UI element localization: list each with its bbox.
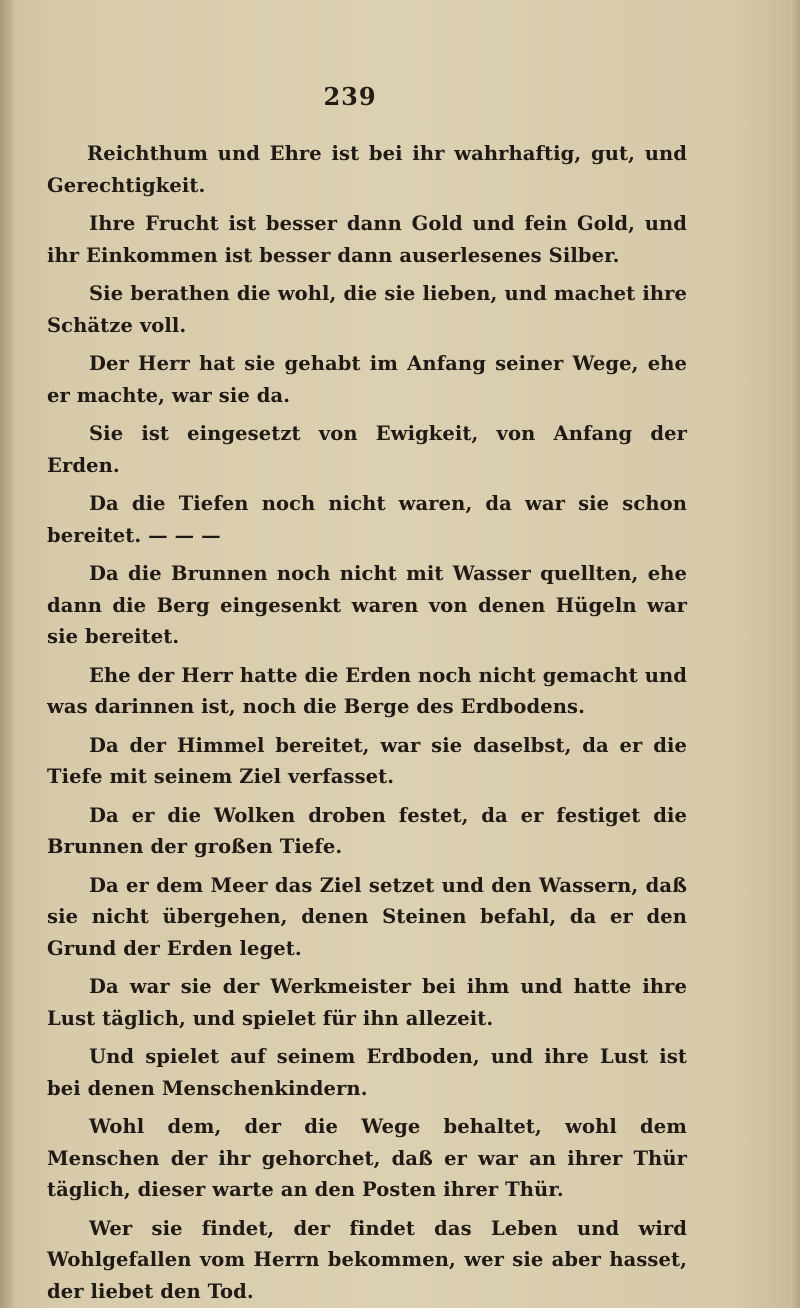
verse-3: Sie berathen die wohl, die sie lieben, und machet ihre Schätze voll. [47, 282, 687, 337]
verse-2: Ihre Frucht ist besser dann Gold und fein Gold, und ihr Einkommen ist besser dann auserlesenes Silber. [47, 212, 687, 267]
verse-15: Wer sie findet, der findet das Leben und wird Wohlgefallen vom Herrn bekommen, wer sie aber hasset, der liebet den Tod. [47, 1216, 687, 1303]
verse-7: Da die Brunnen noch nicht mit Wasser quellten, ehe dann die Berg eingesenkt waren von denen Hügeln war sie bereitet. [47, 562, 687, 648]
verse-10: Da er die Wolken droben festet, da er festiget die Brunnen der großen Tiefe. [47, 803, 687, 858]
verse-12: Da war sie der Werkmeister bei ihm und hatte ihre Lust täglich, und spielet für ihn allezeit. [47, 975, 687, 1030]
verse-1: Reichthum und Ehre ist bei ihr wahrhaftig, gut, und Gerechtigkeit. [47, 142, 687, 197]
verse-9: Da der Himmel bereitet, war sie daselbst, da er die Tiefe mit seinem Ziel verfasset. [47, 733, 687, 788]
verse-4: Der Herr hat sie gehabt im Anfang seiner Wege, ehe er machte, war sie da. [47, 352, 687, 407]
verse-13: Und spielet auf seinem Erdboden, und ihre Lust ist bei denen Menschenkindern. [47, 1045, 687, 1100]
verse-8: Ehe der Herr hatte die Erden noch nicht gemacht und was darinnen ist, noch die Berge des Erdbodens. [47, 663, 687, 718]
verse-11: Da er dem Meer das Ziel setzet und den Wassern, daß sie nicht übergehen, denen Steinen befahl, da er den Grund der Erden leget. [47, 873, 687, 960]
verse-6: Da die Tiefen noch nicht waren, da war sie schon bereitet. — — — [47, 492, 687, 547]
verse-14: Wohl dem, der die Wege behaltet, wohl dem Menschen der ihr gehorchet, daß er war an ihrer Thür täglich, dieser warte an den Posten ihrer Thür. [47, 1115, 687, 1201]
page-text [47, 138, 687, 1308]
verse-5: Sie ist eingesetzt von Ewigkeit, von Anfang der Erden. [47, 422, 687, 477]
page-number: 239 [323, 82, 377, 111]
